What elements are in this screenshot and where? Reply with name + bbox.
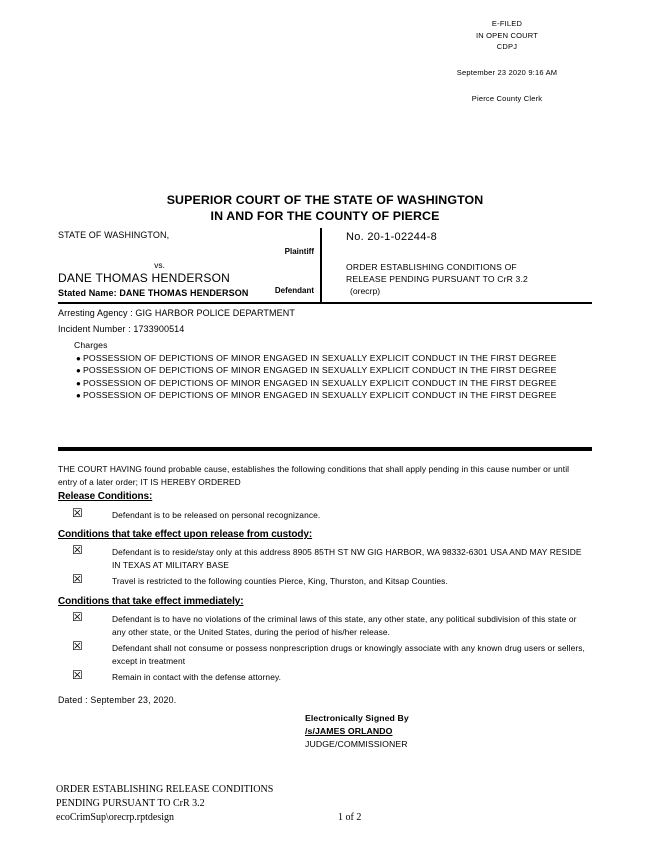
efiling-timestamp: September 23 2020 9:16 AM — [456, 67, 558, 77]
charges-bottom-rule — [58, 447, 592, 451]
condition-row — [72, 639, 588, 667]
condition-text: Remain in contact with the defense attorney. — [112, 672, 282, 682]
signature-method-label: Electronically Signed By — [305, 713, 409, 723]
caption-bottom-rule — [58, 302, 592, 304]
section-heading-release-conditions: Release Conditions: — [58, 491, 153, 502]
efiling-clerk: Pierce County Clerk — [471, 93, 543, 103]
caption-parties — [58, 228, 316, 295]
condition-row — [72, 572, 588, 588]
condition-row — [72, 543, 588, 571]
section-heading-immediate: Conditions that take effect immediately: — [58, 596, 244, 607]
charge-item — [74, 364, 594, 376]
condition-text: Defendant is to be released on personal recognizance. — [112, 510, 321, 520]
condition-row — [72, 668, 588, 684]
plaintiff-party: STATE OF WASHINGTON, — [58, 230, 170, 240]
efiling-stamp — [392, 18, 622, 104]
condition-text: Defendant is to have no violations of the criminal laws of this state, any other state, any political subdivision of this state or any other state, or the United States, during the period of his/her release. — [112, 614, 577, 637]
footer-title-line-1: ORDER ESTABLISHING RELEASE CONDITIONS — [56, 784, 274, 795]
condition-row — [72, 610, 588, 638]
efiling-stamp-court — [392, 18, 622, 53]
order-intro-paragraph: THE COURT HAVING found probable cause, establishes the following conditions that shall apply pending in this cause number or until entry of a later order; IT IS HEREBY ORDERED — [58, 464, 570, 487]
charges-list — [74, 340, 594, 401]
incident-number: Incident Number : 1733900514 — [58, 324, 185, 334]
charge-item — [74, 389, 594, 401]
caption-divider — [320, 228, 322, 303]
checkbox-checked-icon[interactable]: ☒ — [72, 506, 83, 520]
defendant-role-label: Defendant — [274, 286, 314, 295]
condition-text: Travel is restricted to the following counties Pierce, King, Thurston, and Kitsap Counties. — [112, 576, 448, 586]
condition-row — [72, 506, 588, 522]
case-number: No. 20-1-02244-8 — [346, 231, 438, 243]
plaintiff-role-label: Plaintiff — [284, 247, 314, 256]
charge-text: POSSESSION OF DEPICTIONS OF MINOR ENGAGED IN SEXUALLY EXPLICIT CONDUCT IN THE FIRST DEGREE — [82, 377, 557, 388]
stated-name: Stated Name: DANE THOMAS HENDERSON — [58, 288, 249, 298]
page-number: 1 of 2 — [338, 811, 362, 823]
efiling-location: IN OPEN COURT — [475, 30, 539, 40]
section-heading-upon-release: Conditions that take effect upon release from custody: — [58, 529, 313, 540]
signer-title: JUDGE/COMMISSIONER — [305, 739, 408, 750]
arresting-agency: Arresting Agency : GIG HARBOR POLICE DEPARTMENT — [58, 308, 295, 318]
court-title — [0, 193, 650, 225]
order-title-line-2: RELEASE PENDING PURSUANT TO CrR 3.2 — [346, 274, 528, 285]
order-form-code: (orecrp) — [350, 286, 381, 297]
court-title-line-1: SUPERIOR COURT OF THE STATE OF WASHINGTON — [166, 193, 484, 207]
condition-text: Defendant is to reside/stay only at this address 8905 85TH ST NW GIG HARBOR, WA 98332-6301 USA AND MAY RESIDE IN TEXAS AT MILITARY BASE — [112, 547, 582, 570]
condition-text: Defendant shall not consume or possess nonprescription drugs or knowingly associate with any known drug users or sellers, except in treatment — [112, 643, 585, 666]
court-title-line-2: IN AND FOR THE COUNTY OF PIERCE — [210, 208, 440, 223]
footer-report-path: ecoCrimSup\orecrp.rptdesign — [56, 811, 175, 823]
caption-case-info — [346, 228, 592, 296]
bullet-icon: ● — [76, 391, 81, 401]
checkbox-checked-icon[interactable]: ☒ — [72, 668, 83, 682]
signer-name: /s/JAMES ORLANDO — [305, 726, 393, 737]
charge-text: POSSESSION OF DEPICTIONS OF MINOR ENGAGED IN SEXUALLY EXPLICIT CONDUCT IN THE FIRST DEGREE — [82, 353, 557, 363]
checkbox-checked-icon[interactable]: ☒ — [72, 610, 83, 624]
checkbox-checked-icon[interactable]: ☒ — [72, 572, 83, 586]
charge-text: POSSESSION OF DEPICTIONS OF MINOR ENGAGED IN SEXUALLY EXPLICIT CONDUCT IN THE FIRST DEGREE — [82, 390, 557, 401]
dated-line: Dated : September 23, 2020. — [58, 695, 177, 705]
order-title — [346, 261, 592, 285]
bullet-icon: ● — [76, 354, 81, 363]
signature-block — [305, 712, 409, 752]
bullet-icon: ● — [76, 366, 81, 376]
versus-label: vs. — [154, 260, 165, 270]
checkbox-checked-icon[interactable]: ☒ — [72, 639, 83, 653]
bullet-icon: ● — [76, 378, 81, 388]
checkbox-checked-icon[interactable]: ☒ — [72, 543, 83, 557]
charge-item — [74, 352, 594, 364]
defendant-party: DANE THOMAS HENDERSON — [58, 271, 231, 285]
footer-title-line-2: PENDING PURSUANT TO CrR 3.2 — [56, 797, 205, 809]
charge-item — [74, 377, 594, 389]
order-title-line-1: ORDER ESTABLISHING CONDITIONS OF — [346, 262, 517, 272]
efiling-status: E-FILED — [491, 19, 523, 28]
charge-text: POSSESSION OF DEPICTIONS OF MINOR ENGAGED IN SEXUALLY EXPLICIT CONDUCT IN THE FIRST DEGREE — [82, 365, 557, 376]
footer-meta-row — [56, 811, 590, 825]
efiling-court-code: CDPJ — [496, 42, 518, 52]
charges-label: Charges — [74, 340, 108, 350]
page-footer — [56, 783, 590, 824]
